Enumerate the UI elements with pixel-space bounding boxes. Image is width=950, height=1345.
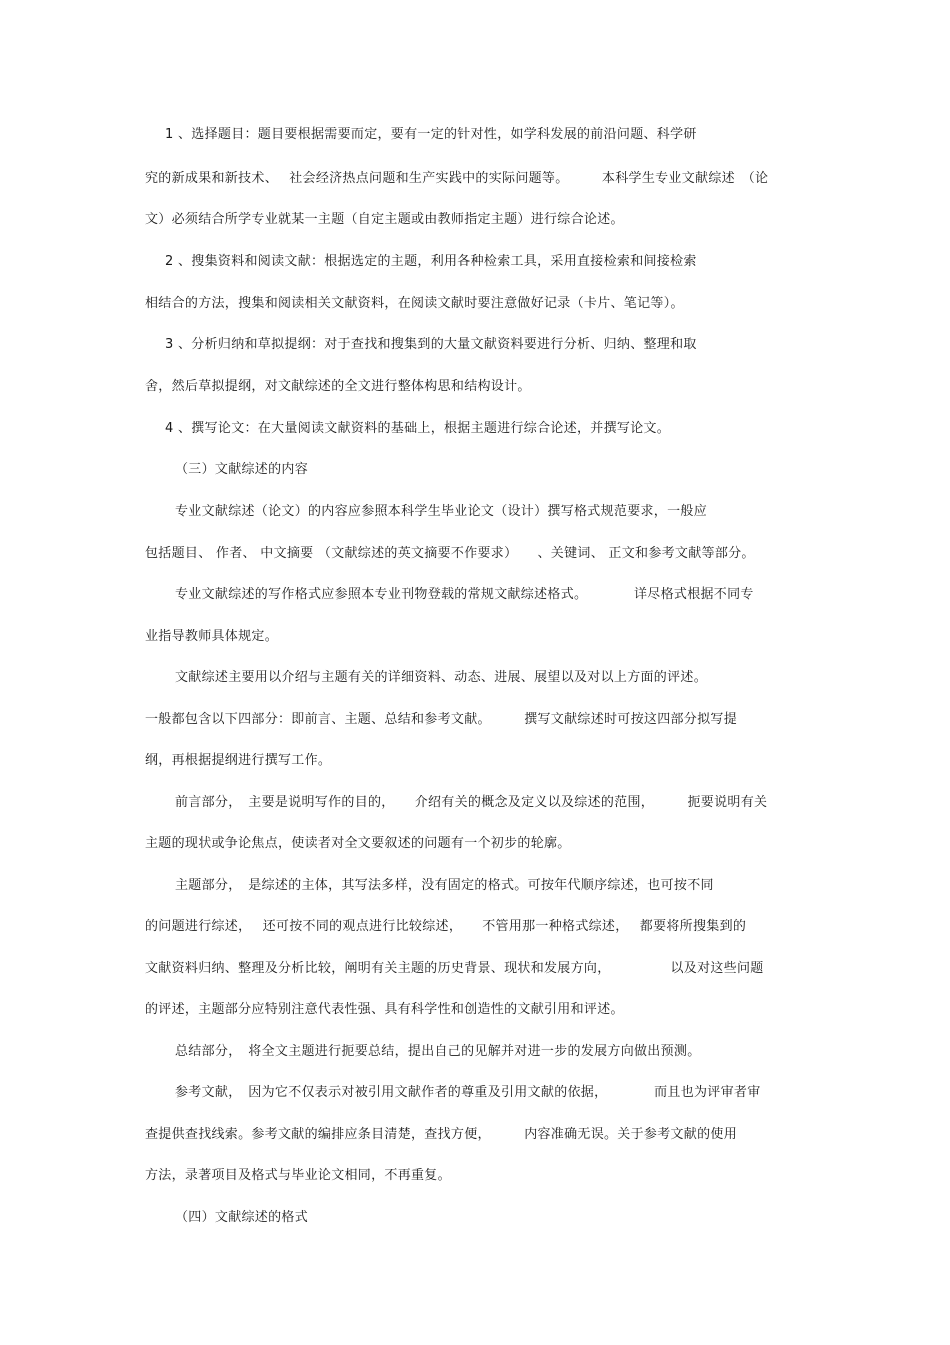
- text-line: 3 、分析归纳和草拟提纲：对于查找和搜集到的大量文献资料要进行分析、归纳、整理和取: [165, 337, 697, 352]
- text-line: 专业文献综述的写作格式应参照本专业刊物登载的常规文献综述格式。 详尽格式根据不同专: [175, 587, 754, 602]
- text-line: 的问题进行综述， 还可按不同的观点进行比较综述， 不管用那一种格式综述， 都要将所搜集到的: [145, 919, 747, 934]
- text-line: 舍，然后草拟提纲，对文献综述的全文进行整体构思和结构设计。: [145, 379, 531, 394]
- text-line: 方法，录著项目及格式与毕业论文相同，不再重复。: [145, 1168, 451, 1183]
- text-line: 文）必须结合所学专业就某一主题（自定主题或由教师指定主题）进行综合论述。: [145, 212, 624, 227]
- text-line: 业指导教师具体规定。: [145, 629, 279, 644]
- text-line: 纲，再根据提纲进行撰写工作。: [145, 753, 332, 768]
- text-line: 的评述，主题部分应特别注意代表性强、具有科学性和创造性的文献引用和评述。: [145, 1002, 624, 1017]
- text-line: 文献资料归纳、整理及分析比较，阐明有关主题的历史背景、现状和发展方向， 以及对这些问题: [145, 961, 764, 976]
- text-line: 一般都包含以下四部分：即前言、主题、总结和参考文献。 撰写文献综述时可按这四部分拟写提: [145, 712, 738, 727]
- text-line: 前言部分， 主要是说明写作的目的， 介绍有关的概念及定义以及综述的范围， 扼要说明有关: [175, 795, 768, 810]
- text-line: 专业文献综述（论文）的内容应参照本科学生毕业论文（设计）撰写格式规范要求，一般应: [175, 504, 708, 519]
- text-line: 相结合的方法，搜集和阅读相关文献资料，在阅读文献时要注意做好记录（卡片、笔记等）。: [145, 296, 684, 311]
- text-line: 查提供查找线索。参考文献的编排应条目清楚，查找方便， 内容准确无误。关于参考文献的使用: [145, 1127, 738, 1142]
- section-heading: （三）文献综述的内容: [175, 462, 309, 477]
- section-heading: （四）文献综述的格式: [175, 1210, 309, 1225]
- text-line: 参考文献， 因为它不仅表示对被引用文献作者的尊重及引用文献的依据， 而且也为评审者审: [175, 1085, 761, 1100]
- text-line: 主题部分， 是综述的主体，其写法多样，没有固定的格式。可按年代顺序综述，也可按不同: [175, 878, 714, 893]
- text-line: 主题的现状或争论焦点，使读者对全文要叙述的问题有一个初步的轮廓。: [145, 836, 571, 851]
- text-line: 文献综述主要用以介绍与主题有关的详细资料、动态、进展、展望以及对以上方面的评述。: [175, 670, 708, 685]
- text-line: 包括题目、 作者、 中文摘要 （文献综述的英文摘要不作要求） 、关键词、 正文和参考文献等部分。: [145, 546, 755, 561]
- text-line: 究的新成果和新技术、 社会经济热点问题和生产实践中的实际问题等。 本科学生专业文献综述 （论: [145, 171, 769, 186]
- text-line: 1 、选择题目：题目要根据需要而定，要有一定的针对性，如学科发展的前沿问题、科学研: [165, 127, 697, 142]
- text-line: 2 、搜集资料和阅读文献：根据选定的主题，利用各种检索工具，采用直接检索和间接检索: [165, 254, 697, 269]
- text-line: 4 、撰写论文：在大量阅读文献资料的基础上，根据主题进行综合论述，并撰写论文。: [165, 421, 671, 436]
- text-line: 总结部分， 将全文主题进行扼要总结，提出自己的见解并对进一步的发展方向做出预测。: [175, 1044, 701, 1059]
